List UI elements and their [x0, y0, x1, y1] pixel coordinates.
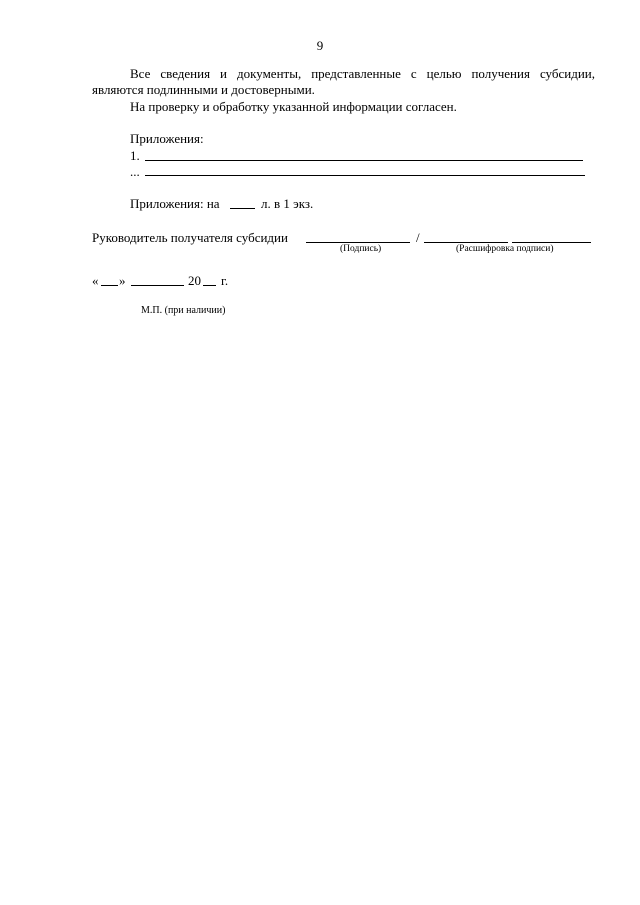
attachment-item-1-number: 1.	[130, 148, 140, 163]
date-year-suffix: г.	[221, 273, 229, 288]
signature-separator: /	[416, 230, 420, 245]
signature-decoding-line-2[interactable]	[512, 242, 591, 243]
consent-statement: На проверку и обработку указанной информации согласен.	[130, 99, 457, 114]
page-number: 9	[316, 38, 324, 53]
signature-label: Руководитель получателя субсидии	[92, 230, 288, 245]
signature-decoding-line-1[interactable]	[424, 242, 508, 243]
attachment-item-1-line[interactable]	[145, 160, 583, 161]
date-year-line[interactable]	[203, 285, 216, 286]
stamp-label: М.П. (при наличии)	[141, 305, 226, 316]
statement-line-2: являются подлинными и достоверными.	[92, 82, 315, 97]
attachment-item-2-line[interactable]	[145, 175, 585, 176]
signature-caption: (Подпись)	[340, 244, 382, 254]
signature-decoding-caption: (Расшифровка подписи)	[456, 244, 554, 254]
statement-line-1: Все сведения и документы, представленные с целью получения субсидии,	[130, 66, 595, 81]
date-month-line[interactable]	[131, 285, 184, 286]
attachments-count-blank-line[interactable]	[230, 208, 255, 209]
date-quote-open: «	[92, 273, 99, 288]
date-quote-close: »	[119, 273, 126, 288]
date-day-line[interactable]	[101, 285, 118, 286]
attachments-heading: Приложения:	[130, 131, 204, 146]
signature-line[interactable]	[306, 242, 410, 243]
attachments-count-suffix: л. в 1 экз.	[261, 196, 314, 211]
attachment-item-2-ellipsis: ...	[130, 164, 140, 179]
attachments-count-prefix: Приложения: на	[130, 196, 220, 211]
date-year-prefix: 20	[188, 273, 201, 288]
